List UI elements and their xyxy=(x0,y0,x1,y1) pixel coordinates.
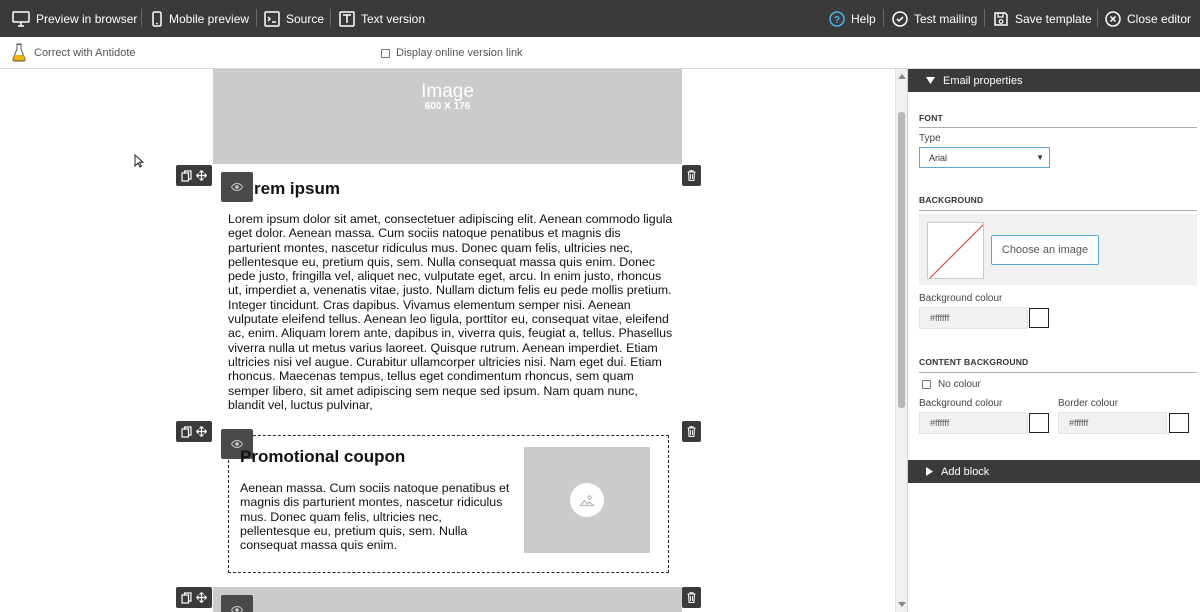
test-mailing-label: Test mailing xyxy=(914,11,978,26)
no-colour-checkbox[interactable] xyxy=(922,380,931,389)
preview-browser-label: Preview in browser xyxy=(36,11,138,26)
source-button[interactable] xyxy=(264,0,324,37)
antidote-label: Correct with Antidote xyxy=(34,46,136,59)
content-background-colour-label: Background colour xyxy=(919,398,1003,409)
image-placeholder-label: Image xyxy=(421,81,474,102)
toolbar-divider xyxy=(883,9,884,27)
background-colour-input[interactable]: #ffffff xyxy=(919,307,1028,329)
chevron-down-icon: ▼ xyxy=(1036,153,1044,162)
scrollbar-thumb[interactable] xyxy=(898,112,905,408)
font-type-value: Arial xyxy=(929,152,948,163)
block1-title[interactable]: rem ipsum xyxy=(254,179,340,198)
eye-icon xyxy=(231,183,243,191)
email-canvas xyxy=(0,69,895,612)
block2-title[interactable]: Promotional coupon xyxy=(240,447,406,466)
no-colour-label: No colour xyxy=(938,379,981,390)
antidote-button[interactable] xyxy=(12,43,136,62)
border-colour-input[interactable]: #ffffff xyxy=(1058,412,1167,434)
add-block-title: Add block xyxy=(941,465,990,478)
toolbar-divider xyxy=(984,9,985,27)
block2-controls xyxy=(176,421,212,442)
toolbar-divider xyxy=(330,9,331,27)
save-template-button[interactable] xyxy=(993,0,1092,37)
block2-delete-button[interactable] xyxy=(682,421,701,442)
email-properties-header[interactable] xyxy=(908,69,1200,92)
test-mailing-button[interactable] xyxy=(892,0,977,37)
image-placeholder[interactable] xyxy=(213,69,682,164)
duplicate-icon[interactable] xyxy=(181,426,192,438)
content-background-section-title: CONTENT BACKGROUND xyxy=(919,357,1029,367)
close-editor-button[interactable] xyxy=(1105,0,1191,37)
flask-icon xyxy=(12,43,26,62)
save-template-label: Save template xyxy=(1015,11,1092,26)
coupon-image-placeholder[interactable] xyxy=(524,447,650,553)
block1-visibility-button[interactable] xyxy=(221,172,253,202)
properties-panel xyxy=(907,69,1200,612)
move-icon[interactable] xyxy=(196,426,207,437)
content-background-colour-input[interactable]: #ffffff xyxy=(919,412,1028,434)
email-properties-title: Email properties xyxy=(943,74,1023,87)
online-version-toggle[interactable] xyxy=(381,47,523,59)
block3-visibility-button[interactable] xyxy=(221,595,253,612)
toolbar-divider xyxy=(141,9,142,27)
text-version-label: Text version xyxy=(361,11,426,26)
mouse-cursor-icon xyxy=(134,154,144,168)
image-icon xyxy=(579,494,595,507)
secondary-bar xyxy=(0,37,1200,69)
content-background-colour-swatch[interactable] xyxy=(1029,413,1049,433)
block3-controls xyxy=(176,587,212,608)
top-toolbar xyxy=(0,0,1200,37)
toolbar-divider xyxy=(1097,9,1098,27)
block3-image-placeholder[interactable] xyxy=(213,587,682,612)
svg-text:?: ? xyxy=(833,14,841,26)
source-label: Source xyxy=(286,11,325,26)
monitor-icon xyxy=(12,11,30,27)
font-section-divider xyxy=(919,127,1197,128)
block1-delete-button[interactable] xyxy=(682,165,701,186)
block2-body[interactable]: Aenean massa. Cum sociis natoque penatibus et magnis dis parturient montes, nascetur ridiculus mus. Donec quam felis, ultricies nec, pellentesque eu, pretium quis, sem. Nulla consequat massa quis enim. xyxy=(240,481,510,553)
mobile-preview-button[interactable] xyxy=(151,0,249,37)
scroll-up-icon[interactable] xyxy=(898,73,906,79)
no-image-slash-icon xyxy=(928,223,984,279)
block3-delete-button[interactable] xyxy=(682,587,701,608)
border-colour-label: Border colour xyxy=(1058,398,1119,409)
source-code-icon xyxy=(264,11,280,27)
border-colour-swatch[interactable] xyxy=(1169,413,1189,433)
caret-down-icon xyxy=(926,77,935,84)
background-section-divider xyxy=(919,210,1197,211)
font-section-title: FONT xyxy=(919,113,943,123)
preview-browser-button[interactable] xyxy=(12,0,137,37)
trash-icon xyxy=(687,426,696,437)
save-icon xyxy=(993,11,1009,27)
online-version-label: Display online version link xyxy=(396,47,523,59)
image-placeholder-size: 600 X 176 xyxy=(424,101,471,112)
close-editor-label: Close editor xyxy=(1127,11,1192,26)
close-circle-icon xyxy=(1105,11,1121,27)
block1-controls xyxy=(176,165,212,186)
eye-icon xyxy=(231,606,243,612)
background-colour-swatch[interactable] xyxy=(1029,308,1049,328)
trash-icon xyxy=(687,170,696,181)
toolbar-divider xyxy=(256,9,257,27)
content-background-divider xyxy=(919,372,1197,373)
background-image-box xyxy=(919,214,1197,285)
help-button[interactable] xyxy=(829,0,876,37)
background-colour-label: Background colour xyxy=(919,293,1003,304)
text-version-icon xyxy=(339,11,355,27)
mobile-preview-label: Mobile preview xyxy=(169,11,250,26)
background-image-preview xyxy=(927,222,984,279)
font-type-select[interactable] xyxy=(919,147,1050,168)
help-label: Help xyxy=(851,11,876,26)
canvas-scrollbar[interactable] xyxy=(895,69,907,612)
mobile-phone-icon xyxy=(151,11,163,27)
image-placeholder-badge xyxy=(570,483,604,517)
caret-right-icon xyxy=(926,467,933,476)
duplicate-icon[interactable] xyxy=(181,170,192,182)
add-block-header[interactable] xyxy=(908,460,1200,483)
duplicate-icon[interactable] xyxy=(181,592,192,604)
online-version-checkbox[interactable] xyxy=(381,49,390,58)
no-colour-toggle[interactable] xyxy=(922,379,981,390)
move-icon[interactable] xyxy=(196,592,207,603)
trash-icon xyxy=(687,592,696,603)
font-type-label: Type xyxy=(919,133,941,144)
background-section-title: BACKGROUND xyxy=(919,195,984,205)
block1-body[interactable]: Lorem ipsum dolor sit amet, consectetuer adipiscing elit. Aenean commodo ligula eget dolor. Aenean massa. Cum sociis natoque penatibus et magnis dis parturient montes, nascetur ridiculus mus. Donec quam felis, ultricies nec, pellentesque eu, pretium quis, sem. Nulla consequat massa quis enim. Donec pede justo, fringilla vel, aliquet nec, vulputate eget, arcu. In enim justo, rhoncus ut, imperdiet a, venenatis vitae, justo. Nullam dictum felis eu pede mollis pretium. Integer tincidunt. Cras dapibus. Vivamus elementum semper nisi. Aenean vulputate eleifend tellus. Aenean leo ligula, porttitor eu, consequat vitae, eleifend ac, enim. Aliquam lorem ante, dapibus in, viverra quis, feugiat a, tellus. Phasellus viverra nulla ut metus varius laoreet. Quisque rutrum. Aenean imperdiet. Etiam ultricies nisi vel augue. Curabitur ullamcorper ultricies nisi. Nam eget dui. Etiam rhoncus. Maecenas tempus, tellus eget condimentum rhoncus, sem quam semper libero, sit amet adipiscing sem neque sed ipsum. Nam quam nunc, blandit vel, luctus pulvinar, xyxy=(228,212,673,412)
check-circle-icon xyxy=(892,11,908,27)
help-icon xyxy=(829,11,845,27)
scroll-down-icon[interactable] xyxy=(898,602,906,608)
text-version-button[interactable] xyxy=(339,0,425,37)
move-icon[interactable] xyxy=(196,170,207,181)
choose-image-button[interactable]: Choose an image xyxy=(991,235,1099,265)
